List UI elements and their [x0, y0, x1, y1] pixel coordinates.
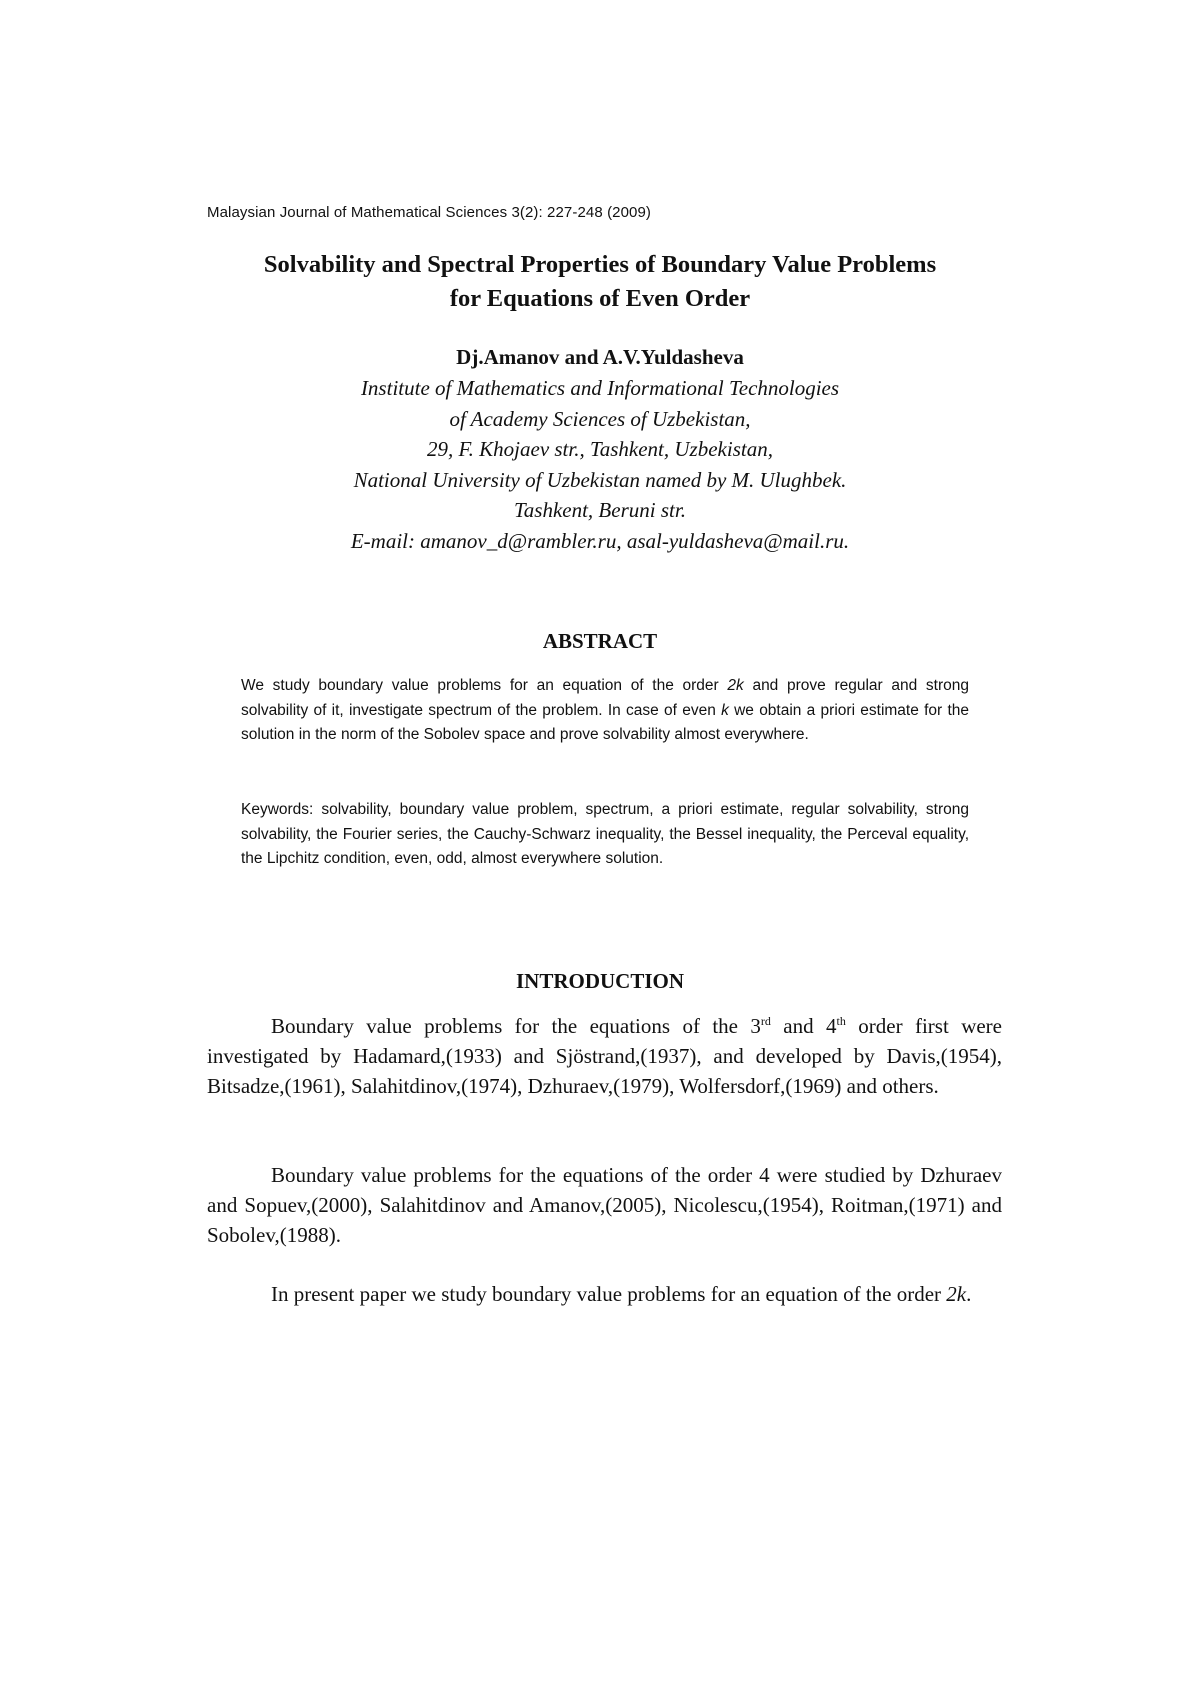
- superscript: rd: [760, 1014, 771, 1028]
- intro-paragraph-2: Boundary value problems for the equations of the order 4 were studied by Dzhuraev and Sopuev,(2000), Salahitdinov and Amanov,(2005), Nicolescu,(1954), Roitman,(1971) and Sobolev,(1988).: [207, 1163, 1002, 1247]
- title-line-2: for Equations of Even Order: [449, 285, 751, 312]
- abstract-body: [241, 674, 969, 748]
- affiliation-line: 29, F. Khojaev str., Tashkent, Uzbekistan,: [427, 437, 773, 461]
- paragraph-text: In present paper we study boundary value problems for an equation of the order: [271, 1282, 947, 1306]
- keywords: Keywords: solvability, boundary value problem, spectrum, a priori estimate, regular solvability, strong solvability, the Fourier series, the Cauchy-Schwarz inequality, the Bessel inequality, the Perceval equality, the Lipchitz condition, even, odd, almost everywhere solution.: [241, 801, 969, 867]
- title-line-1: Solvability and Spectral Properties of Boundary Value Problems: [263, 251, 937, 278]
- abstract-text: We study boundary value problems for an equation of the order: [241, 677, 728, 694]
- abstract-text: and prove regular and strong solvability of it, investigate spectrum of the problem. In case of even: [241, 677, 969, 719]
- paragraph-text: and 4: [770, 1014, 837, 1038]
- paragraph-text: .: [966, 1282, 972, 1306]
- superscript: th: [836, 1014, 846, 1028]
- affiliation-line: Tashkent, Beruni str.: [514, 498, 686, 522]
- introduction-heading: INTRODUCTION: [515, 969, 685, 993]
- affiliation-line: Institute of Mathematics and Informational Technologies: [360, 376, 840, 400]
- abstract-text: we obtain a priori estimate for the solution in the norm of the Sobolev space and prove solvability almost everywhere.: [241, 701, 969, 743]
- paragraph-text: order first were investigated by Hadamard,(1933) and Sjöstrand,(1937), and developed by Davis,(1954), Bitsadze,(1961), Salahitdinov,(1974), Dzhuraev,(1979), Wolfersdorf,(1969) and others.: [207, 1014, 1003, 1098]
- paragraph-text: Boundary value problems for the equations of the 3: [271, 1014, 761, 1038]
- paper-title: [150, 248, 1050, 316]
- authors: Dj.Amanov and A.V.Yuldasheva: [456, 345, 744, 369]
- email-line: E-mail: amanov_d@rambler.ru, asal-yuldasheva@mail.ru.: [350, 528, 850, 553]
- affiliation-line: of Academy Sciences of Uzbekistan,: [449, 406, 751, 431]
- math-variable: 2k: [946, 1282, 967, 1306]
- affiliation: [150, 373, 1050, 556]
- journal-header: Malaysian Journal of Mathematical Sciences 3(2): 227-248 (2009): [207, 204, 652, 221]
- intro-paragraph-3: [207, 1279, 1002, 1309]
- math-variable: 2k: [727, 677, 744, 694]
- affiliation-line: National University of Uzbekistan named by M. Ulughbek.: [353, 467, 847, 492]
- intro-paragraph-1: [207, 1011, 1002, 1101]
- math-variable: k: [721, 701, 729, 719]
- abstract-heading: ABSTRACT: [542, 629, 658, 653]
